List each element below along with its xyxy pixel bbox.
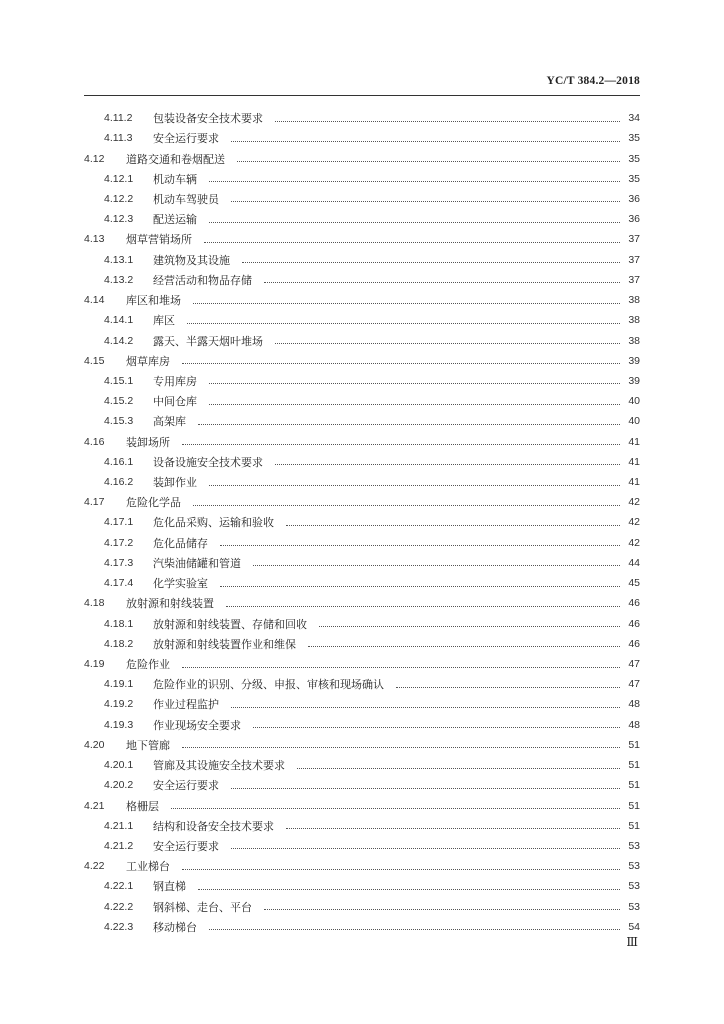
toc-entry-number: 4.17.3 — [104, 556, 134, 569]
toc-entry-page: 46 — [628, 637, 640, 650]
toc-dot-leader — [209, 404, 620, 405]
toc-entry[interactable] — [84, 917, 640, 937]
toc-dot-leader — [198, 424, 620, 425]
toc-entry-page: 51 — [628, 759, 640, 772]
toc-entry-page: 51 — [628, 738, 640, 751]
toc-entry-page: 38 — [628, 334, 640, 347]
toc-entry-page: 44 — [628, 556, 640, 569]
toc-entry-title: 露天、半露天烟叶堆场 — [153, 334, 263, 348]
toc-entry-title: 作业过程监护 — [153, 698, 219, 712]
toc-entry[interactable] — [84, 492, 640, 512]
toc-entry[interactable] — [84, 209, 640, 229]
toc-dot-leader — [253, 727, 620, 728]
toc-entry[interactable] — [84, 735, 640, 755]
toc-dot-leader — [231, 141, 620, 142]
toc-dot-leader — [264, 282, 620, 283]
toc-entry-number: 4.17.2 — [104, 536, 134, 549]
toc-entry-number: 4.12 — [84, 152, 105, 165]
toc-entry-page: 42 — [628, 536, 640, 549]
toc-entry[interactable] — [84, 654, 640, 674]
toc-entry-title: 危化品储存 — [153, 536, 208, 550]
toc-entry-title: 危险化学品 — [126, 496, 181, 510]
toc-entry-page: 51 — [628, 779, 640, 792]
toc-entry-number: 4.15.2 — [104, 395, 134, 408]
toc-entry-page: 39 — [628, 374, 640, 387]
toc-entry-page: 51 — [628, 799, 640, 812]
toc-entry[interactable] — [84, 229, 640, 249]
toc-entry-title: 管廊及其设施安全技术要求 — [153, 759, 285, 773]
toc-entry-page: 37 — [628, 233, 640, 246]
toc-entry[interactable] — [84, 634, 640, 654]
toc-entry-number: 4.17 — [84, 496, 105, 509]
toc-entry-page: 40 — [628, 415, 640, 428]
toc-entry-title: 移动梯台 — [153, 920, 197, 934]
toc-dot-leader — [231, 707, 620, 708]
header-divider — [84, 95, 640, 96]
toc-entry-page: 38 — [628, 294, 640, 307]
toc-entry[interactable] — [84, 613, 640, 633]
toc-entry-page: 39 — [628, 354, 640, 367]
toc-entry[interactable] — [84, 836, 640, 856]
toc-entry-number: 4.15 — [84, 354, 105, 367]
toc-dot-leader — [209, 383, 620, 384]
toc-entry-page: 46 — [628, 617, 640, 630]
toc-entry[interactable] — [84, 148, 640, 168]
toc-entry-title: 包装设备安全技术要求 — [153, 112, 263, 126]
toc-entry-title: 作业现场安全要求 — [153, 718, 241, 732]
toc-entry-title: 放射源和射线装置 — [126, 597, 214, 611]
toc-entry-number: 4.18 — [84, 597, 105, 610]
toc-entry-number: 4.13 — [84, 233, 105, 246]
toc-entry-title: 烟草营销场所 — [126, 233, 192, 247]
toc-entry-title: 结构和设备安全技术要求 — [153, 819, 274, 833]
toc-entry-page: 41 — [628, 455, 640, 468]
toc-dot-leader — [220, 586, 620, 587]
toc-entry-page: 37 — [628, 273, 640, 286]
toc-dot-leader — [242, 262, 620, 263]
toc-entry-title: 危险作业的识别、分级、申报、审核和现场确认 — [153, 678, 384, 692]
toc-entry-title: 钢直梯 — [153, 880, 186, 894]
toc-entry-title: 钢斜梯、走台、平台 — [153, 900, 252, 914]
document-code-header: YC/T 384.2—2018 — [546, 75, 640, 87]
toc-entry-number: 4.19.1 — [104, 678, 134, 691]
toc-entry-number: 4.12.3 — [104, 213, 134, 226]
toc-entry-number: 4.16.1 — [104, 455, 134, 468]
toc-entry-page: 42 — [628, 496, 640, 509]
toc-entry-page: 47 — [628, 678, 640, 691]
toc-entry-number: 4.20.1 — [104, 759, 134, 772]
toc-entry[interactable] — [84, 856, 640, 876]
toc-entry-number: 4.14.2 — [104, 334, 134, 347]
toc-dot-leader — [209, 485, 620, 486]
toc-entry-title: 格栅层 — [126, 799, 159, 813]
toc-entry[interactable] — [84, 715, 640, 735]
toc-entry-title: 专用库房 — [153, 374, 197, 388]
toc-entry-title: 中间仓库 — [153, 395, 197, 409]
toc-entry-page: 35 — [628, 132, 640, 145]
toc-dot-leader — [193, 505, 620, 506]
toc-entry-title: 放射源和射线装置、存储和回收 — [153, 617, 307, 631]
toc-entry-title: 设备设施安全技术要求 — [153, 455, 263, 469]
toc-dot-leader — [231, 848, 620, 849]
toc-entry[interactable] — [84, 432, 640, 452]
toc-dot-leader — [226, 606, 620, 607]
toc-entry-title: 安全运行要求 — [153, 779, 219, 793]
toc-entry[interactable] — [84, 553, 640, 573]
table-of-contents — [84, 108, 640, 937]
toc-entry[interactable] — [84, 775, 640, 795]
toc-entry-number: 4.12.2 — [104, 192, 134, 205]
toc-entry-page: 53 — [628, 860, 640, 873]
toc-dot-leader — [275, 464, 620, 465]
toc-entry-number: 4.22.1 — [104, 880, 134, 893]
toc-entry-number: 4.18.1 — [104, 617, 134, 630]
toc-entry-number: 4.18.2 — [104, 637, 134, 650]
toc-dot-leader — [198, 889, 620, 890]
toc-entry-title: 经营活动和物品存储 — [153, 273, 252, 287]
toc-entry-title: 库区和堆场 — [126, 294, 181, 308]
toc-dot-leader — [286, 525, 620, 526]
toc-dot-leader — [253, 565, 620, 566]
toc-entry[interactable] — [84, 371, 640, 391]
toc-dot-leader — [237, 161, 620, 162]
toc-entry-page: 45 — [628, 577, 640, 590]
toc-entry-page: 36 — [628, 213, 640, 226]
toc-entry-title: 危化品采购、运输和验收 — [153, 516, 274, 530]
toc-entry[interactable] — [84, 391, 640, 411]
toc-entry-number: 4.22.2 — [104, 900, 134, 913]
toc-entry-title: 装卸场所 — [126, 435, 170, 449]
toc-entry-page: 51 — [628, 819, 640, 832]
toc-entry-page: 46 — [628, 597, 640, 610]
toc-entry-number: 4.22.3 — [104, 920, 134, 933]
toc-entry-number: 4.19.2 — [104, 698, 134, 711]
toc-entry[interactable] — [84, 189, 640, 209]
toc-dot-leader — [209, 929, 620, 930]
toc-dot-leader — [193, 303, 620, 304]
toc-entry[interactable] — [84, 573, 640, 593]
toc-entry[interactable] — [84, 674, 640, 694]
toc-dot-leader — [171, 808, 620, 809]
toc-entry-page: 47 — [628, 658, 640, 671]
toc-entry[interactable] — [84, 472, 640, 492]
toc-entry-page: 36 — [628, 192, 640, 205]
toc-entry[interactable] — [84, 694, 640, 714]
toc-entry-title: 道路交通和卷烟配送 — [126, 152, 225, 166]
toc-entry[interactable] — [84, 876, 640, 896]
toc-dot-leader — [286, 828, 620, 829]
toc-entry-number: 4.14.1 — [104, 314, 134, 327]
toc-entry-page: 37 — [628, 253, 640, 266]
toc-entry-number: 4.22 — [84, 860, 105, 873]
toc-entry-title: 危险作业 — [126, 658, 170, 672]
toc-entry[interactable] — [84, 512, 640, 532]
toc-entry[interactable] — [84, 452, 640, 472]
toc-dot-leader — [182, 869, 620, 870]
toc-entry-number: 4.17.1 — [104, 516, 134, 529]
toc-entry[interactable] — [84, 755, 640, 775]
toc-dot-leader — [275, 343, 620, 344]
page-number: Ⅲ — [626, 935, 638, 949]
toc-entry-page: 35 — [628, 172, 640, 185]
toc-dot-leader — [182, 444, 620, 445]
toc-dot-leader — [275, 121, 620, 122]
toc-entry-title: 化学实验室 — [153, 577, 208, 591]
toc-entry-title: 机动车驾驶员 — [153, 192, 219, 206]
toc-dot-leader — [396, 687, 620, 688]
toc-entry[interactable] — [84, 108, 640, 128]
toc-entry-page: 38 — [628, 314, 640, 327]
toc-entry-page: 53 — [628, 880, 640, 893]
toc-entry[interactable] — [84, 795, 640, 815]
toc-entry[interactable] — [84, 411, 640, 431]
toc-entry-number: 4.21 — [84, 799, 105, 812]
toc-entry-title: 高架库 — [153, 415, 186, 429]
toc-entry-page: 48 — [628, 698, 640, 711]
toc-entry[interactable] — [84, 351, 640, 371]
toc-entry-number: 4.21.1 — [104, 819, 134, 832]
toc-entry-title: 地下管廊 — [126, 738, 170, 752]
toc-entry-number: 4.20.2 — [104, 779, 134, 792]
toc-entry-number: 4.16.2 — [104, 476, 134, 489]
toc-dot-leader — [182, 747, 620, 748]
toc-entry-number: 4.13.1 — [104, 253, 134, 266]
toc-dot-leader — [182, 667, 620, 668]
toc-dot-leader — [319, 626, 620, 627]
toc-entry-title: 装卸作业 — [153, 476, 197, 490]
toc-dot-leader — [182, 363, 620, 364]
toc-entry-title: 工业梯台 — [126, 860, 170, 874]
toc-entry-title: 安全运行要求 — [153, 132, 219, 146]
toc-entry-title: 汽柴油储罐和管道 — [153, 556, 241, 570]
toc-entry-page: 42 — [628, 516, 640, 529]
toc-entry-page: 40 — [628, 395, 640, 408]
toc-entry[interactable] — [84, 330, 640, 350]
toc-entry-number: 4.16 — [84, 435, 105, 448]
toc-dot-leader — [209, 181, 620, 182]
toc-entry[interactable] — [84, 310, 640, 330]
toc-dot-leader — [231, 788, 620, 789]
toc-entry-title: 安全运行要求 — [153, 839, 219, 853]
toc-entry[interactable] — [84, 816, 640, 836]
toc-entry-page: 41 — [628, 435, 640, 448]
toc-entry-page: 54 — [628, 920, 640, 933]
toc-entry-number: 4.19.3 — [104, 718, 134, 731]
toc-entry-number: 4.14 — [84, 294, 105, 307]
toc-entry-number: 4.19 — [84, 658, 105, 671]
toc-entry-title: 烟草库房 — [126, 354, 170, 368]
toc-entry-number: 4.15.3 — [104, 415, 134, 428]
toc-entry-number: 4.21.2 — [104, 839, 134, 852]
toc-entry-number: 4.11.2 — [104, 112, 133, 125]
toc-entry[interactable] — [84, 290, 640, 310]
toc-entry-page: 53 — [628, 900, 640, 913]
toc-entry-page: 34 — [628, 112, 640, 125]
toc-dot-leader — [204, 242, 620, 243]
toc-entry-page: 53 — [628, 839, 640, 852]
toc-entry[interactable] — [84, 128, 640, 148]
toc-dot-leader — [220, 545, 620, 546]
toc-entry-title: 放射源和射线装置作业和维保 — [153, 637, 296, 651]
toc-entry-number: 4.17.4 — [104, 577, 134, 590]
toc-entry-number: 4.20 — [84, 738, 105, 751]
toc-entry-page: 35 — [628, 152, 640, 165]
toc-entry-title: 库区 — [153, 314, 175, 328]
toc-entry-title: 建筑物及其设施 — [153, 253, 230, 267]
toc-entry[interactable] — [84, 593, 640, 613]
toc-dot-leader — [264, 909, 620, 910]
toc-entry[interactable] — [84, 270, 640, 290]
toc-entry-number: 4.11.3 — [104, 132, 133, 145]
toc-entry-number: 4.13.2 — [104, 273, 134, 286]
toc-dot-leader — [308, 646, 620, 647]
toc-dot-leader — [187, 323, 620, 324]
toc-dot-leader — [231, 201, 620, 202]
toc-entry-page: 41 — [628, 476, 640, 489]
toc-entry[interactable] — [84, 533, 640, 553]
toc-entry[interactable] — [84, 250, 640, 270]
toc-entry[interactable] — [84, 169, 640, 189]
toc-entry-title: 机动车辆 — [153, 172, 197, 186]
toc-dot-leader — [297, 768, 620, 769]
toc-entry-number: 4.12.1 — [104, 172, 134, 185]
toc-dot-leader — [209, 222, 620, 223]
toc-entry-number: 4.15.1 — [104, 374, 134, 387]
toc-entry-page: 48 — [628, 718, 640, 731]
toc-entry-title: 配送运输 — [153, 213, 197, 227]
toc-entry[interactable] — [84, 897, 640, 917]
